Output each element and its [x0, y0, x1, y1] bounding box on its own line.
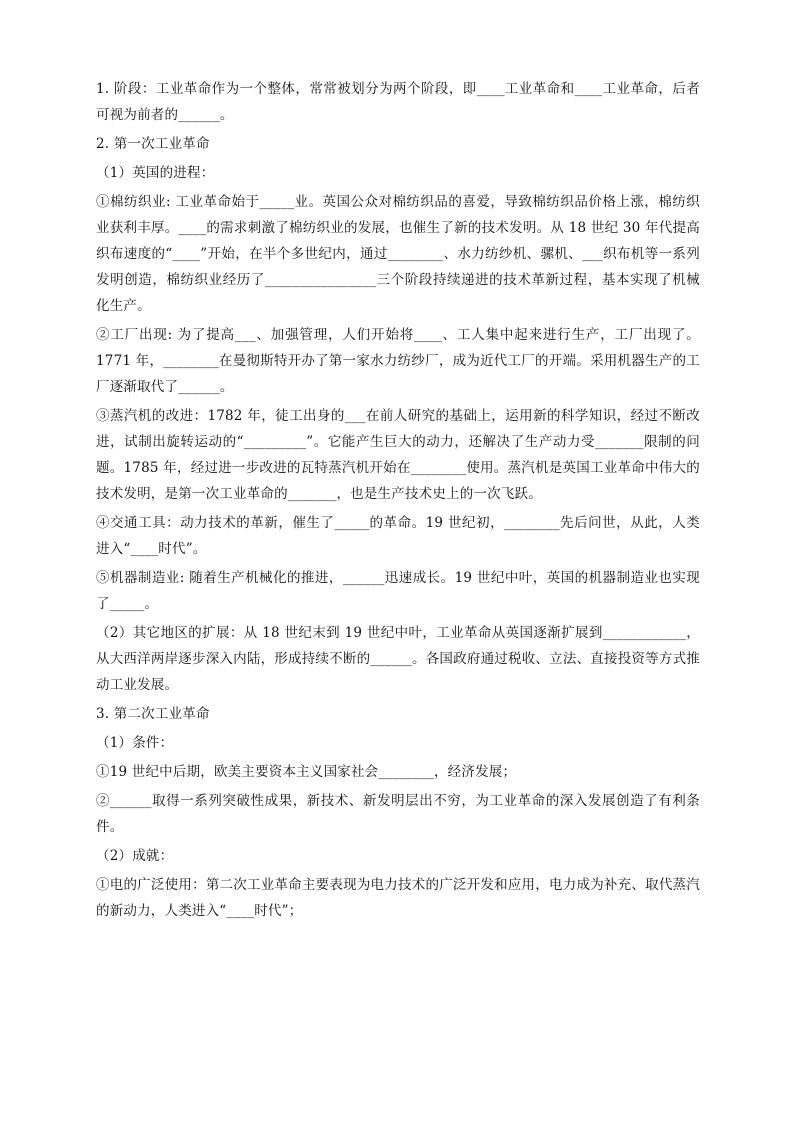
subheading-conditions: （1）条件： [96, 735, 174, 751]
paragraph-factory: ②工厂出现: 为了提高___、加强管理，人们开始将____、工人集中起来进行生产，工厂出现了。1771 年，________在曼彻斯特开办了第一家水力纺纱厂，成为近代工厂的开端。采用机器生产的工厂逐渐取代了______。 [96, 327, 700, 395]
paragraph-condition-2: ②______取得一系列突破性成果，新技术、新发明层出不穷，为工业革命的深入发展创造了有利条件。 [96, 793, 700, 835]
document-body [96, 76, 700, 927]
paragraph-steam-engine: ③蒸汽机的改进：1782 年，徒工出身的___在前人研究的基础上，运用新的科学知识，经过不断改进，试制出旋转运动的“_________”。它能产生巨大的动力，还解决了生产动力受_______限制的问题。1785 年，经过进一步改进的瓦特蒸汽机开始在________使用。蒸汽机是英国工业革命中伟大的技术发明，是第一次工业革命的_______，也是生产技术史上的一次飞跃。 [96, 408, 700, 502]
paragraph-expansion: （2）其它地区的扩展：从 18 世纪末到 19 世纪中叶，工业革命从英国逐渐扩展到____________，从大西洋两岸逐步深入内陆，形成持续不断的______。各国政府通过税收、立法、直接投资等方式推动工业发展。 [96, 625, 700, 693]
subheading-achievements: （2）成就： [96, 848, 174, 864]
paragraph-stage: 1. 阶段：工业革命作为一个整体，常常被划分为两个阶段，即____工业革命和____工业革命，后者可视为前者的______。 [96, 81, 700, 123]
paragraph-machine-manufacturing: ⑤机器制造业: 随着生产机械化的推进，______迅速成长。19 世纪中叶，英国的机器制造业也实现了_____。 [96, 570, 700, 612]
paragraph-cotton-textile: ①棉纺织业: 工业革命始于_____业。英国公众对棉纺织品的喜爱，导致棉纺织品价格上涨，棉纺织业获利丰厚。____的需求刺激了棉纺织业的发展，也催生了新的技术发明。从 18 世纪 30 年代提高织布速度的“____”开始，在半个多世纪内，通过________、水力纺纱机、骡机、___织布机等一系列发明创造，棉纺织业经历了________________三个阶段持续递进的技术革新过程，基本实现了机械化生产。 [96, 194, 700, 314]
paragraph-transport: ④交通工具：动力技术的革新，催生了_____的革命。19 世纪初，________先后问世，从此，人类进入“____时代”。 [96, 515, 700, 557]
subheading-britain-process: （1）英国的进程： [96, 165, 215, 181]
paragraph-electricity: ①电的广泛使用：第二次工业革命主要表现为电力技术的广泛开发和应用，电力成为补充、取代蒸汽的新动力，人类进入“____时代”； [96, 877, 700, 919]
heading-first-industrial-revolution: 2. 第一次工业革命 [96, 136, 210, 152]
paragraph-condition-1: ①19 世纪中后期，欧美主要资本主义国家社会________，经济发展； [96, 764, 517, 780]
heading-second-industrial-revolution: 3. 第二次工业革命 [96, 706, 210, 722]
